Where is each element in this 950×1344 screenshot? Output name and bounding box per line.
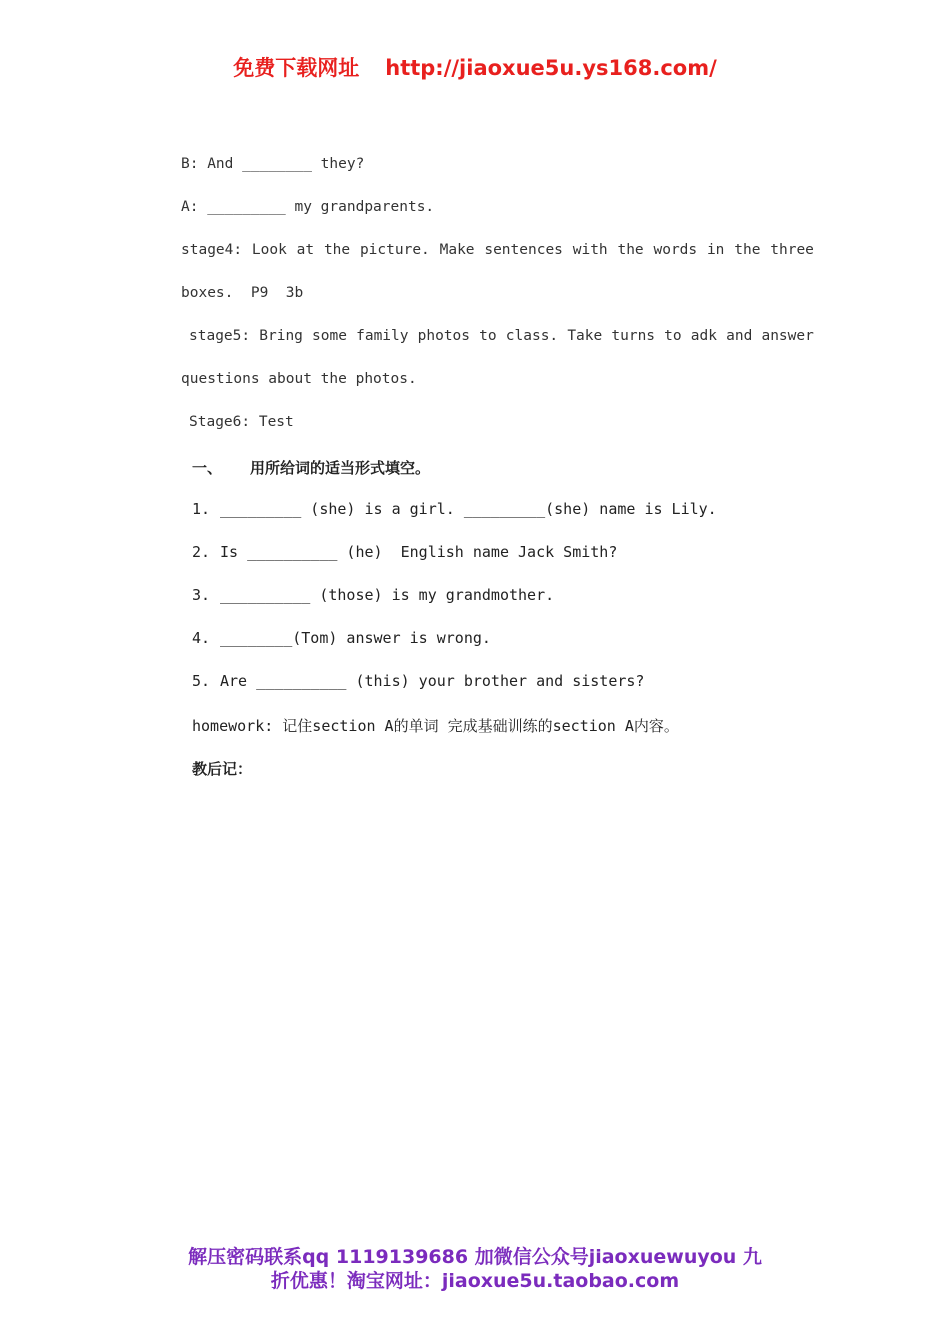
stage4-word: stage4: — [181, 242, 243, 258]
exercise-item — [192, 672, 644, 690]
dialogue-b-line: B: And ________ they? — [181, 156, 365, 172]
footer-line-1: 解压密码联系qq 1119139686 加微信公众号jiaoxuewuyou 九 — [188, 1246, 762, 1268]
stage4-word: Make — [439, 242, 475, 258]
stage5-word: Take — [567, 328, 603, 344]
download-label: 免费下载网址 — [233, 56, 360, 80]
exercise-number: 1. — [192, 500, 211, 518]
stage5-word: and — [726, 328, 753, 344]
stage6-title: Stage6: Test — [189, 414, 294, 430]
stage4-word: sentences — [484, 242, 563, 258]
stage5-word: photos — [417, 328, 471, 344]
stage5-instruction — [189, 328, 814, 344]
stage5-word: Bring — [259, 328, 303, 344]
stage4-word: the — [617, 242, 644, 258]
stage5-word: turns — [611, 328, 656, 344]
exercise-text: _________ (she) is a girl. _________(she) name is Lily. — [220, 500, 717, 518]
stage5-word: to — [479, 328, 497, 344]
stage5-word: adk — [690, 328, 717, 344]
download-header — [0, 52, 950, 82]
stage4-instruction — [181, 242, 814, 258]
exercise-item — [192, 586, 554, 604]
stage4-word: the — [323, 242, 351, 258]
download-url-link[interactable]: http://jiaoxue5u.ys168.com/ — [385, 56, 717, 80]
stage4-word: words — [653, 242, 698, 258]
stage5-continuation: questions about the photos. — [181, 371, 417, 387]
stage5-word: family — [356, 328, 409, 344]
stage5-word: stage5: — [189, 328, 251, 344]
stage4-word: in — [706, 242, 725, 258]
dialogue-a-line: A: _________ my grandparents. — [181, 199, 435, 215]
exercise-number: 5. — [192, 672, 211, 690]
exercise-heading-number: 一、 — [192, 459, 223, 477]
stage4-continuation: boxes. P9 3b — [181, 285, 304, 301]
exercise-item — [192, 543, 617, 561]
stage5-word: class. — [505, 328, 559, 344]
stage4-word: three — [770, 242, 814, 258]
exercise-number: 4. — [192, 629, 211, 647]
exercise-text: __________ (those) is my grandmother. — [220, 586, 555, 604]
exercise-heading-text: 用所给词的适当形式填空。 — [250, 459, 431, 477]
stage5-word: some — [312, 328, 347, 344]
stage4-word: picture. — [359, 242, 430, 258]
stage4-word: with — [572, 242, 608, 258]
exercise-number: 2. — [192, 543, 211, 561]
footer-line-2: 折优惠！淘宝网址：jiaoxue5u.taobao.com — [270, 1270, 680, 1292]
exercise-text: ________(Tom) answer is wrong. — [220, 629, 491, 647]
stage5-word: to — [664, 328, 682, 344]
exercise-text: Are __________ (this) your brother and sisters? — [220, 672, 645, 690]
exercise-item — [192, 629, 491, 647]
homework-line: homework: 记住section A的单词 完成基础训练的section A内容。 — [192, 717, 679, 735]
stage5-word: answer — [761, 328, 814, 344]
after-class-notes-label: 教后记： — [192, 760, 253, 778]
exercise-item — [192, 500, 717, 518]
stage4-word: at — [296, 242, 315, 258]
stage4-word: the — [734, 242, 761, 258]
exercise-number: 3. — [192, 586, 211, 604]
exercise-heading — [192, 457, 430, 478]
stage4-word: Look — [251, 242, 287, 258]
exercise-text: Is __________ (he) English name Jack Smith? — [220, 543, 618, 561]
